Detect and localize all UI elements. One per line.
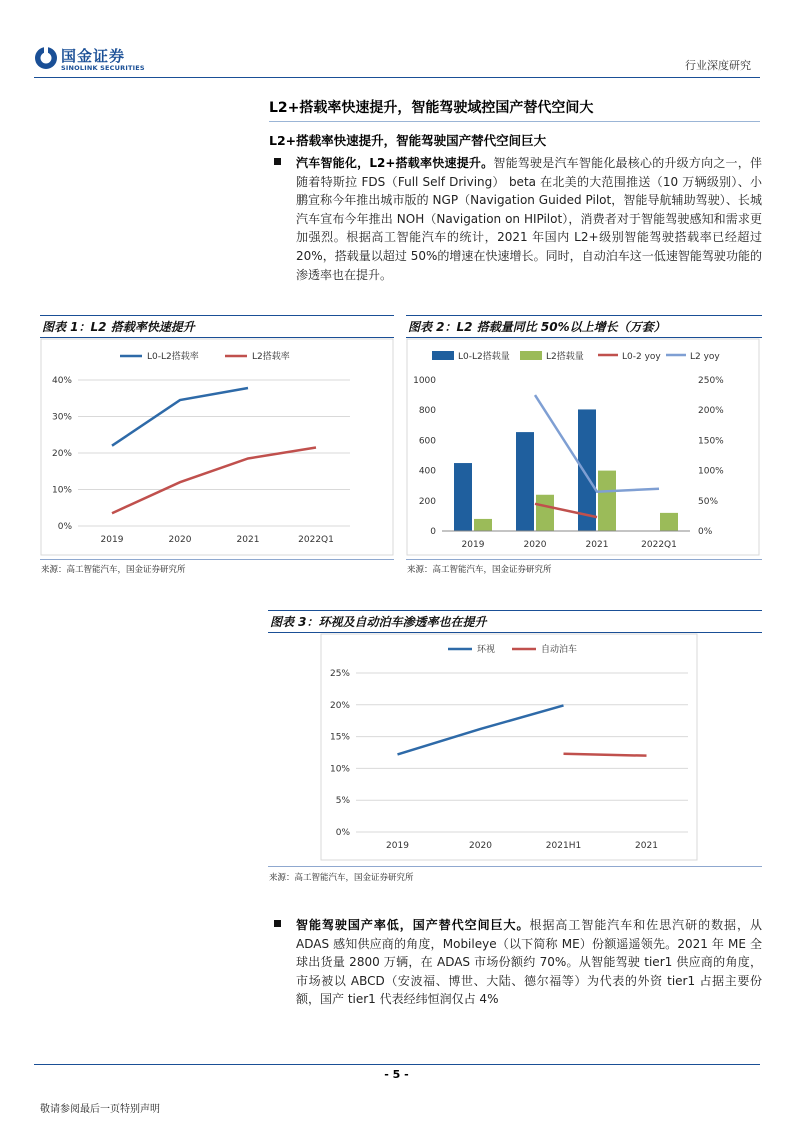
chart-3-legend-label: 自动泊车	[541, 645, 578, 655]
logo-en-text: SINOLINK SECURITIES	[61, 64, 145, 72]
figure-3-source: 来源：高工智能汽车，国金证券研究所	[269, 873, 414, 883]
figure-3-bottom-rule	[268, 866, 762, 867]
chart-2-x-tick: 2020	[523, 540, 547, 550]
chart-3-y-tick: 20%	[329, 700, 350, 711]
chart-3-x-tick: 2020	[469, 841, 492, 851]
chart-2-series-line	[535, 395, 659, 492]
company-logo	[34, 44, 146, 74]
chart-1-x-tick: 2022Q1	[298, 535, 334, 545]
paragraph-2-head: 智能驾驶国产率低，国产替代空间巨大。	[296, 918, 530, 932]
chart-2-y-right-tick: 200%	[698, 406, 724, 417]
section-divider	[269, 121, 760, 122]
logo-mark-icon	[34, 46, 58, 70]
chart-2-x-tick: 2021	[585, 540, 609, 550]
chart-1-x-tick: 2019	[100, 535, 124, 545]
chart-2-y-right-tick: 50%	[698, 496, 719, 507]
chart-2-bar	[474, 519, 492, 531]
chart-2-y-left-tick: 0	[430, 527, 436, 537]
header-divider	[34, 77, 760, 78]
figure-2-chart	[406, 338, 762, 558]
chart-2-legend-label: L2搭载量	[546, 352, 584, 362]
figure-2-top-rule	[406, 315, 762, 316]
chart-2-x-tick: 2019	[461, 540, 485, 550]
chart-3-x-tick: 2019	[386, 841, 409, 851]
chart-3-x-tick: 2021	[635, 841, 658, 851]
chart-1-x-tick: 2021	[236, 535, 260, 545]
subsection-title: L2+搭载率快速提升，智能驾驶国产替代空间巨大	[269, 133, 547, 148]
chart-2-y-right-tick: 150%	[698, 436, 724, 447]
chart-3-y-tick: 5%	[335, 796, 350, 807]
chart-1-legend-label: L0-L2搭载率	[147, 352, 199, 362]
chart-1-frame	[41, 339, 393, 555]
figure-1-top-rule	[40, 315, 394, 316]
figure-2-title: 图表 2：L2 搭载量同比 50%以上增长（万套）	[408, 320, 666, 334]
figure-2-bottom-rule	[406, 559, 762, 560]
chart-1-y-tick: 20%	[51, 449, 72, 459]
figure-1-bottom-rule	[40, 559, 394, 560]
chart-3-y-tick: 0%	[335, 828, 350, 838]
paragraph-1-head: 汽车智能化，L2+搭载率快速提升。	[296, 156, 494, 170]
chart-2-bar	[598, 471, 616, 531]
paragraph-2	[296, 916, 762, 1009]
section-title: L2+搭载率快速提升，智能驾驶域控国产替代空间大	[269, 100, 594, 116]
chart-2-bar	[660, 513, 678, 531]
chart-3-series-line	[564, 754, 647, 756]
report-type: 行业深度研究	[685, 59, 751, 72]
chart-1-y-tick: 40%	[51, 376, 72, 386]
logo-cn-text: 国金证券	[61, 47, 126, 65]
figure-1-title: 图表 1：L2 搭载率快速提升	[42, 320, 195, 334]
chart-2-bar	[454, 463, 472, 531]
figure-3-chart	[320, 633, 700, 863]
figure-1-chart	[40, 338, 396, 558]
figure-1-source: 来源：高工智能汽车，国金证券研究所	[41, 565, 186, 575]
chart-2-x-tick: 2022Q1	[641, 540, 677, 550]
chart-2-y-right-tick: 0%	[698, 527, 713, 537]
chart-2-y-left-tick: 600	[418, 436, 436, 447]
chart-2-legend-swatch	[520, 351, 542, 360]
chart-2-bar	[516, 432, 534, 531]
chart-1-series-line	[112, 448, 316, 514]
chart-3-x-tick: 2021H1	[545, 841, 582, 851]
chart-2-bar	[536, 495, 554, 531]
paragraph-1-body: 智能驾驶是汽车智能化最核心的升级方向之一，伴随着特斯拉 FDS（Full Self Driving） beta 在北美的大范围推送（10 万辆级别）、小鹏宣称今年推出城市版的 NGP（Navigation Guided Pilot，智能导航辅助驾驶）、长城汽车宣布今年推出 NOH（Navigation on HIPilot），消费者对于智能驾驶感知和需求更加强烈。根据高工智能汽车的统计，2021 年国内 L2+级别智能驾驶搭载率已经超过 20%，搭载量以超过 50%的增速在快速增长。同时，自动泊车这一低速智能驾驶功能的渗透率也在提升。	[296, 156, 762, 282]
chart-2-y-left-tick: 800	[418, 406, 436, 417]
bullet-icon	[274, 158, 281, 165]
chart-2-legend-swatch	[432, 351, 454, 360]
chart-3-series-line	[398, 705, 564, 754]
chart-2-legend-label: L2 yoy	[690, 352, 720, 362]
chart-2-legend-label: L0-2 yoy	[622, 352, 661, 362]
chart-2-y-right-tick: 100%	[698, 466, 724, 477]
paragraph-1	[296, 154, 762, 284]
chart-3-y-tick: 10%	[329, 764, 350, 775]
chart-3-y-tick: 25%	[329, 669, 350, 679]
chart-1-y-tick: 0%	[57, 522, 72, 532]
figure-3-title: 图表 3：环视及自动泊车渗透率也在提升	[270, 615, 487, 629]
bullet-icon	[274, 920, 281, 927]
chart-3-legend-label: 环视	[477, 645, 496, 655]
chart-1-legend-label: L2搭载率	[252, 352, 290, 362]
chart-3-y-tick: 15%	[329, 732, 350, 743]
page-number: - 5 -	[384, 1068, 409, 1081]
chart-3-frame	[321, 634, 697, 860]
chart-2-y-left-tick: 400	[418, 466, 436, 477]
chart-2-y-left-tick: 200	[418, 496, 436, 507]
chart-1-y-tick: 10%	[51, 485, 72, 496]
chart-2-y-right-tick: 250%	[698, 376, 724, 386]
paragraph-2-body: 根据高工智能汽车和佐思汽研的数据，从 ADAS 感知供应商的角度，Mobileye（以下简称 ME）份额遥遥领先。2021 年 ME 全球出货量 2800 万辆，在 ADAS 市场份额约 70%。从智能驾驶 tier1 供应商的角度，市场被以 ABCD（安波福、博世、大陆、德尔福等）为代表的外资 tier1 占据主要份额，国产 tier1 代表经纬恒润仅占 4%	[296, 918, 762, 1007]
figure-3-top-rule	[268, 610, 762, 611]
chart-2-legend-label: L0-L2搭载量	[458, 352, 510, 362]
chart-1-x-tick: 2020	[168, 535, 192, 545]
footer-divider	[34, 1064, 760, 1065]
figure-2-source: 来源：高工智能汽车，国金证券研究所	[407, 565, 552, 575]
footer-disclaimer: 敬请参阅最后一页特别声明	[40, 1104, 160, 1115]
chart-2-y-left-tick: 1000	[413, 376, 436, 386]
chart-1-y-tick: 30%	[51, 412, 72, 423]
